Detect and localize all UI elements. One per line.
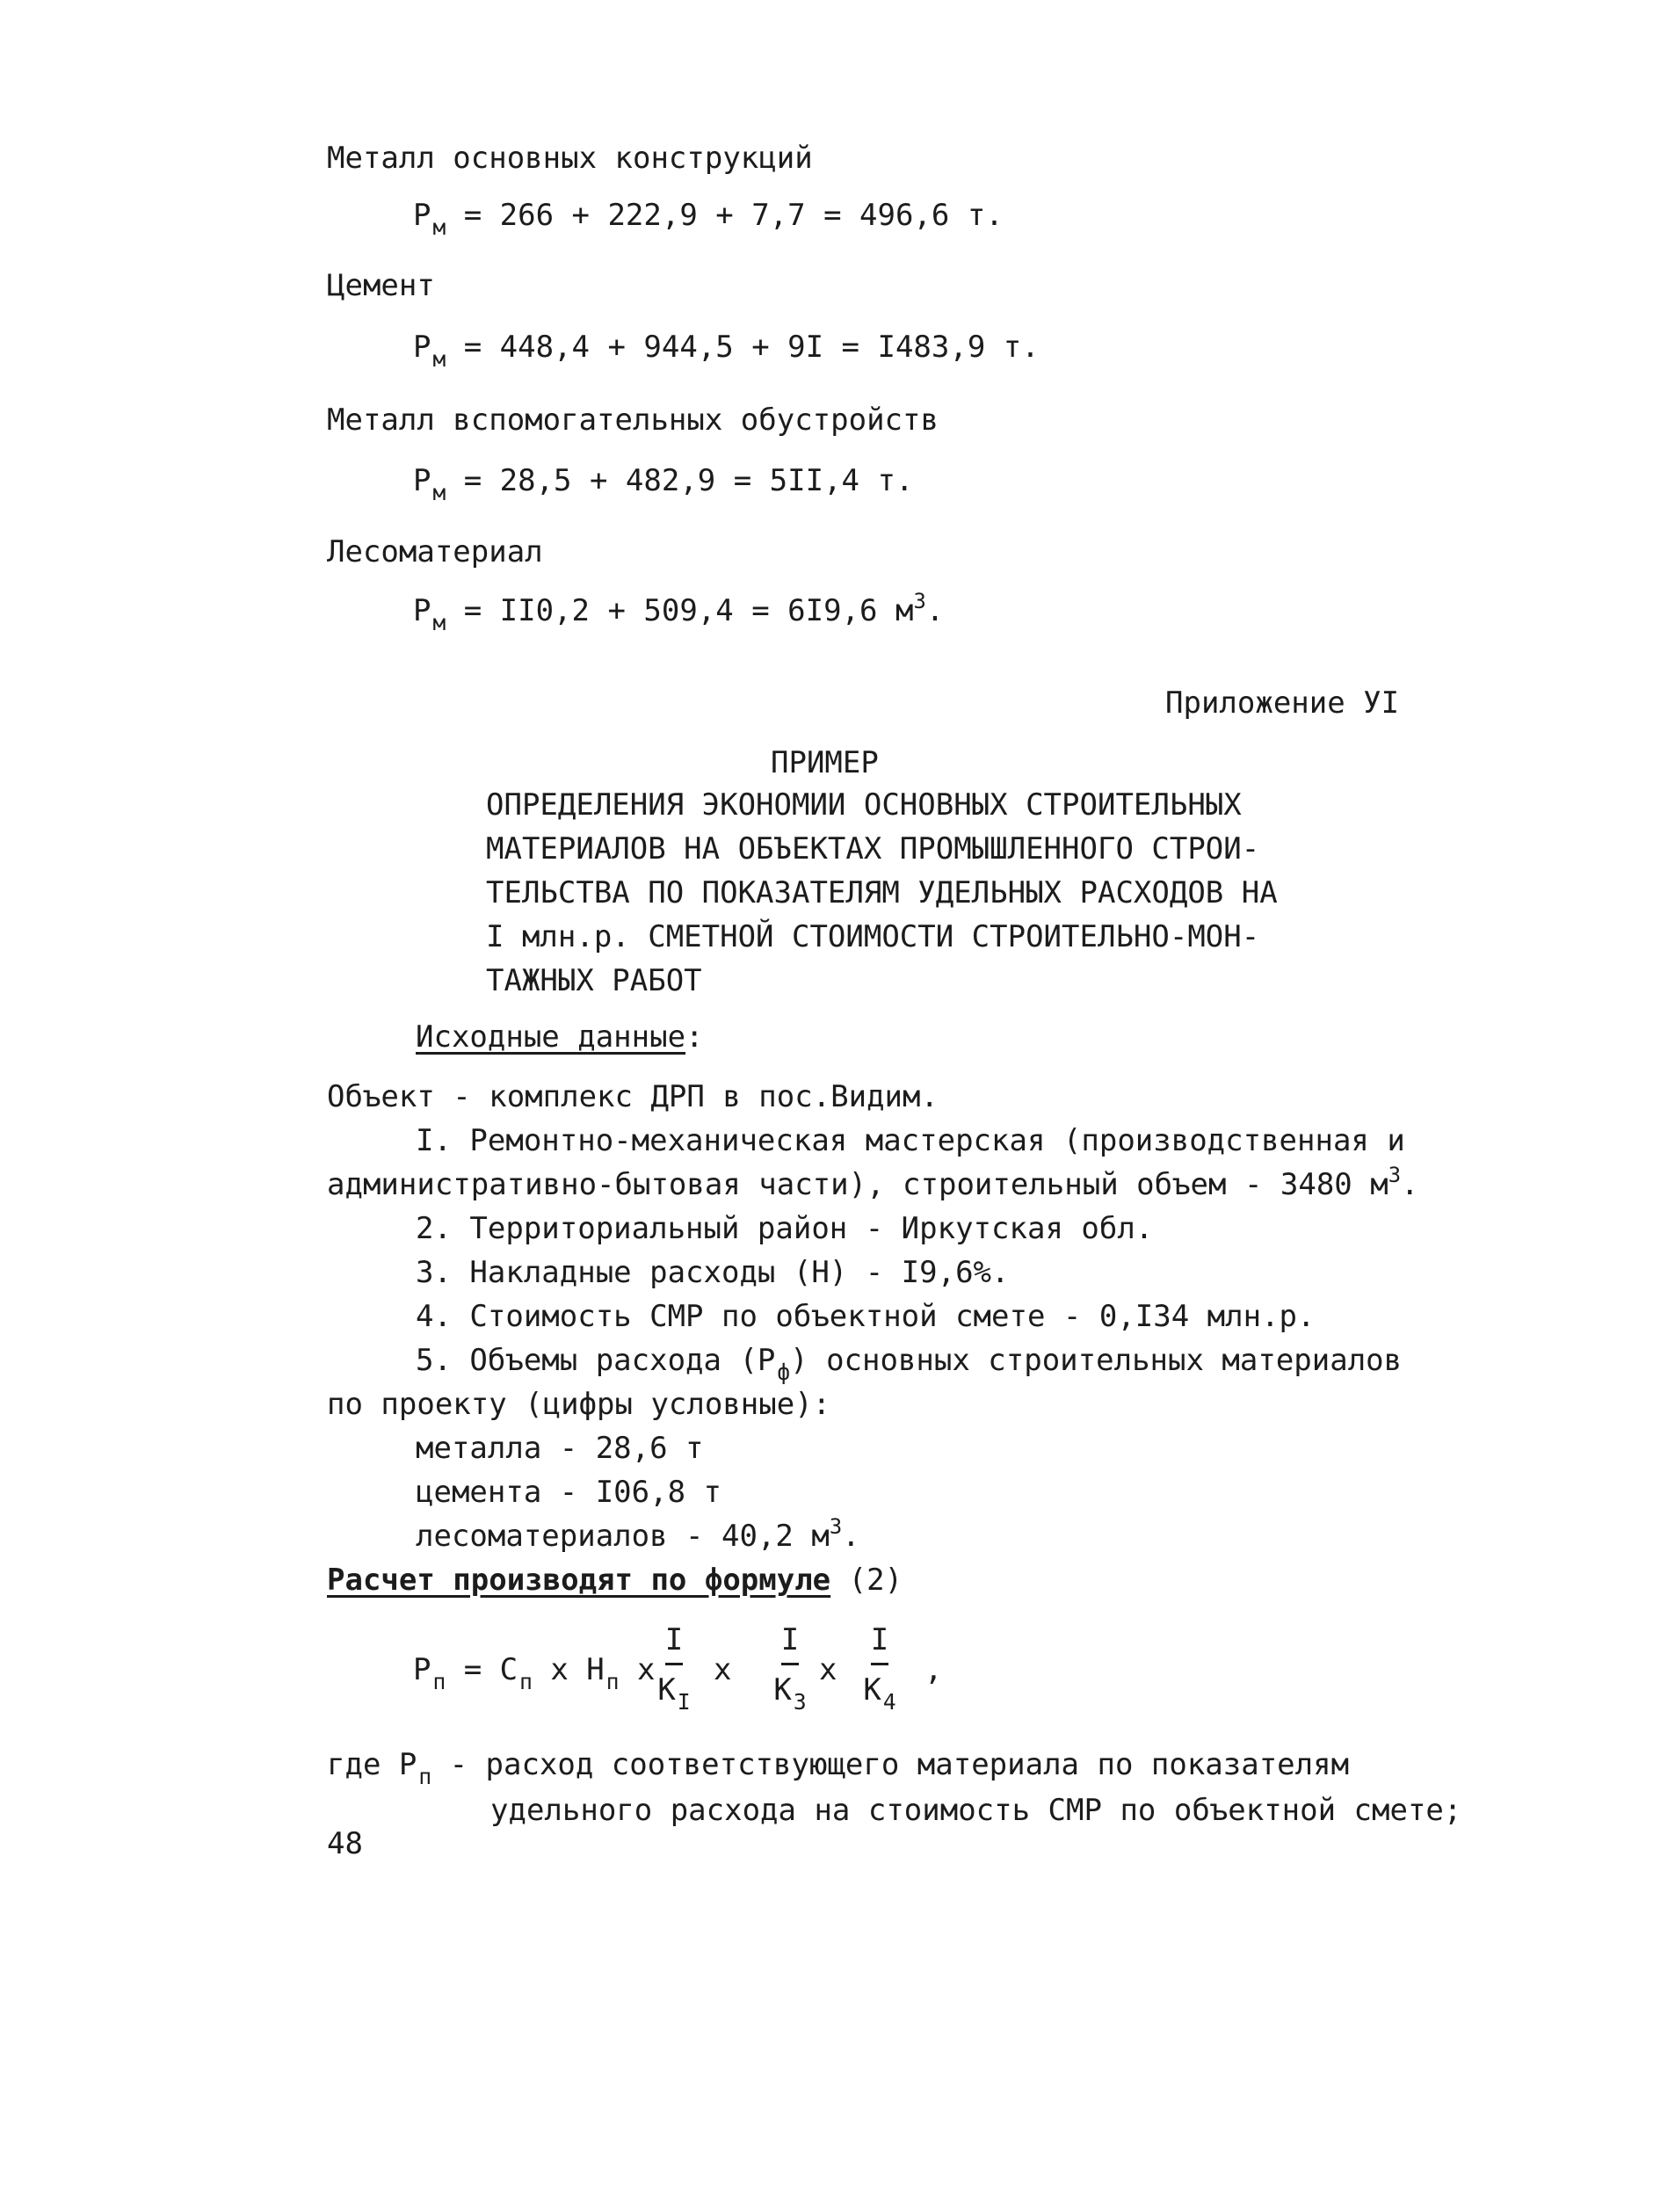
material-timber: лесоматериалов - 40,2 $м^3$. [416, 1513, 860, 1554]
label-timber: Лесоматериал [327, 534, 543, 569]
heading-title: ПРИМЕР [771, 745, 879, 780]
formula-timber: $P_м = II0,2 + 509,4 = 6I9,6$ $м^3$. [413, 588, 945, 636]
fraction-k4: I $К_4$ [863, 1622, 896, 1715]
item-5-line-1: 5. Объемы расхода $(Р_ф)$ основных строительных материалов [416, 1343, 1403, 1386]
formula-main-lhs: $Р_п = С_п$ х $Н_п$ х [413, 1652, 656, 1695]
formula-metal-aux: $P_м = 28,5 + 482,9 = 5II,4$ т. [413, 463, 914, 506]
item-1-line-2: административно-бытовая части), строительный объем - 3480 $м^3$. [327, 1162, 1419, 1202]
item-2: 2. Территориальный район - Иркутская обл. [416, 1211, 1154, 1246]
formula-cement: $P_м = 448,4 + 944,5 + 9I = I483,9$ т. [413, 330, 1040, 373]
fraction-k3: I $К_3$ [773, 1622, 807, 1715]
material-metal: металла - 28,6 т [416, 1431, 704, 1466]
item-3: 3. Накладные расходы (Н) - I9,6%. [416, 1255, 1010, 1290]
formula-metal-main: $P_м = 266 + 222,9 + 7,7 = 496,6$ т. [413, 198, 1004, 241]
heading-line: I млн.р. СМЕТНОЙ СТОИМОСТИ СТРОИТЕЛЬНО-МОН- [486, 919, 1260, 954]
where-line-2: удельного расхода на стоимость СМР по объектной смете; [490, 1793, 1462, 1828]
formula-times: х [819, 1652, 837, 1687]
label-cement: Цемент [327, 268, 435, 303]
heading-line: ОПРЕДЕЛЕНИЯ ЭКОНОМИИ ОСНОВНЫХ СТРОИТЕЛЬНЫХ [486, 787, 1242, 823]
heading-line: ТАЖНЫХ РАБОТ [486, 963, 702, 998]
heading-line: ТЕЛЬСТВА ПО ПОКАЗАТЕЛЯМ УДЕЛЬНЫХ РАСХОДОВ НА [486, 875, 1278, 910]
material-cement: цемента - I06,8 т [416, 1475, 721, 1510]
calc-line: Расчет производят по формуле (2) [327, 1563, 903, 1598]
object-line: Объект - комплекс ДРП в пос.Видим. [327, 1079, 939, 1114]
label-metal-aux: Металл вспомогательных обустройств [327, 403, 939, 438]
source-data-heading: Исходные данные: [416, 1019, 704, 1055]
page-number: 48 [327, 1826, 363, 1861]
fraction-k1: I $К_I$ [657, 1622, 691, 1715]
formula-times: х [714, 1652, 732, 1687]
formula-comma: , [924, 1652, 943, 1687]
heading-line: МАТЕРИАЛОВ НА ОБЪЕКТАХ ПРОМЫШЛЕННОГО СТРОИ- [486, 831, 1260, 867]
item-4: 4. Стоимость СМР по объектной смете - 0,I34 млн.р. [416, 1299, 1316, 1334]
item-5-line-2: по проекту (цифры условные): [327, 1387, 831, 1422]
where-line-1: где $Р_п$ - расход соответствующего материала по показателям [327, 1747, 1350, 1790]
item-1-line-1: I. Ремонтно-механическая мастерская (производственная и [416, 1123, 1405, 1158]
appendix-label: Приложение УI [1165, 685, 1400, 721]
label-metal-main: Металл основных конструкций [327, 141, 813, 176]
